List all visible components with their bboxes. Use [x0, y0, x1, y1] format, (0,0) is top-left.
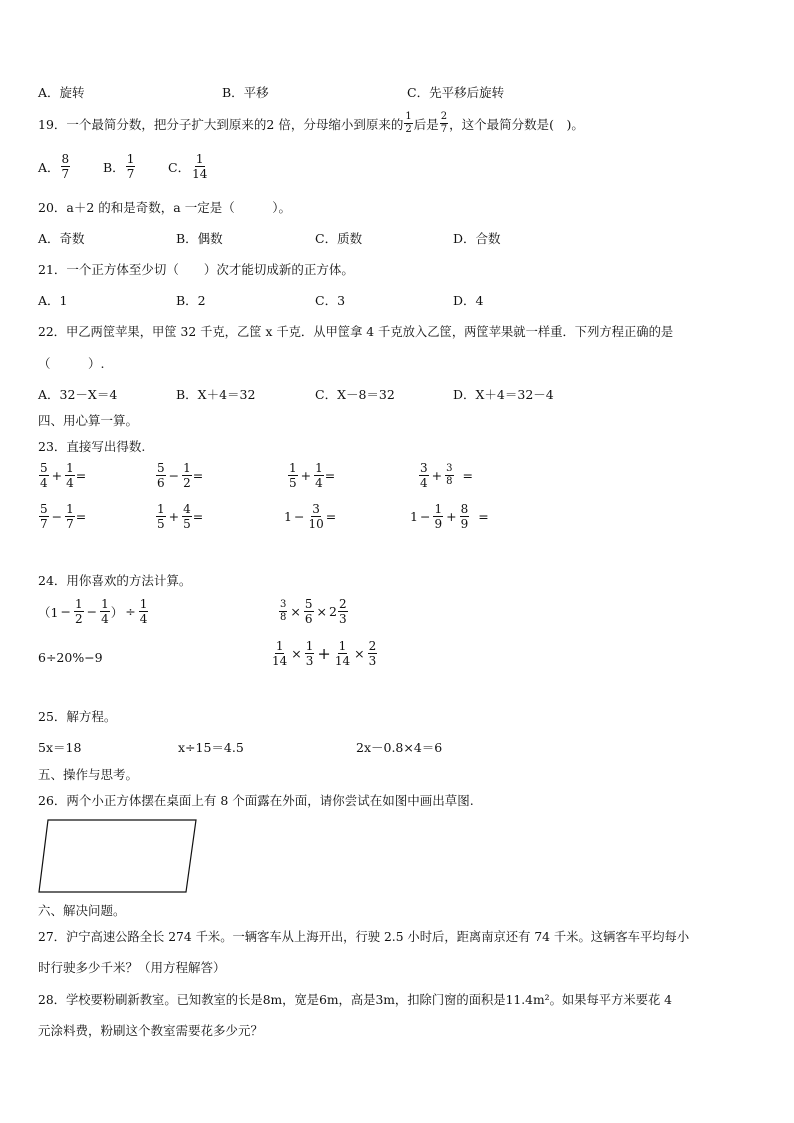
q22-option-c: C．X－8＝32: [315, 387, 395, 402]
q25-equation-c: 2x－0.8×4＝6: [356, 740, 443, 755]
q21-option-a: A．1: [38, 293, 68, 308]
q19-tail: ，这个最简分数是( )。: [449, 116, 584, 132]
q23-title: 23．直接写出得数.: [38, 439, 146, 454]
q22-question-line2: （ ）.: [38, 356, 105, 371]
q23-expr-5: $\frac{5}{7}$ − $\frac{1}{7}$ =: [40, 502, 87, 531]
parallelogram-figure: [36, 816, 206, 896]
q19-option-b-fraction: $\frac{1}{7}$: [126, 152, 135, 181]
q18-option-b: B．平移: [222, 85, 269, 100]
q23-expr-6: $\frac{1}{5}$ + $\frac{4}{5}$ =: [157, 502, 204, 531]
section-4-heading: 四、用心算一算。: [38, 413, 139, 428]
q19-option-b: B． $\frac{1}{7}$: [103, 152, 135, 181]
q20-question: 20．a＋2 的和是奇数，a 一定是（ ）。: [38, 200, 291, 215]
q20-option-a: A．奇数: [38, 231, 85, 246]
q21-option-b: B．2: [176, 293, 206, 308]
q24-expr-3: 6÷20%−9: [38, 650, 103, 665]
q27-line2: 时行驶多少千米？（用方程解答）: [38, 960, 226, 975]
q24-title: 24．用你喜欢的方法计算。: [38, 573, 192, 588]
q21-option-c: C．3: [315, 293, 346, 308]
q19-option-a: A． $\frac{8}{7}$: [38, 152, 70, 181]
q25-equation-b: x÷15＝4.5: [178, 740, 244, 755]
q20-option-c: C．质数: [315, 231, 363, 246]
q19-fraction-1: $\frac{1}{2}$: [405, 111, 412, 135]
q19-question: [38, 112, 584, 135]
q19-mid: 后是: [413, 116, 439, 132]
section-5-heading: 五、操作与思考。: [38, 767, 139, 782]
q28-line1: 28．学校要粉刷新教室。已知教室的长是8m，宽是6m，高是3m，扣除门窗的面积是11.4m²。如果每平方米要花 4: [38, 993, 672, 1007]
q19-lead: 19．一个最简分数，把分子扩大到原来的2 倍，分母缩小到原来的: [38, 116, 404, 132]
q23-expr-7: 1 − $\frac{3}{10}$ =: [284, 502, 337, 531]
q18-option-a: A．旋转: [38, 85, 85, 100]
q24-expr-4: $\frac{1}{14}$ × $\frac{1}{3}$ + $\frac{1}{14}$ × $\frac{2}{3}$: [272, 639, 377, 668]
q19-option-a-fraction: $\frac{8}{7}$: [61, 152, 70, 181]
q23-expr-4: $\frac{3}{4}$ + $\frac{3}{8}$ =: [420, 461, 473, 490]
q20-option-d: D．合数: [453, 231, 501, 246]
section-6-heading: 六、解决问题。: [38, 903, 126, 918]
q18-option-c: C．先平移后旋转: [407, 85, 505, 100]
q19-option-c: C． $\frac{1}{14}$: [168, 152, 208, 181]
q22-question-line1: 22．甲乙两筐苹果，甲筐 32 千克，乙筐 x 千克．从甲筐拿 4 千克放入乙筐，两筐苹果就一样重．下列方程正确的是: [38, 325, 674, 339]
q23-expr-3: $\frac{1}{5}$ + $\frac{1}{4}$ =: [289, 461, 336, 490]
q22-option-a: A．32－X＝4: [38, 387, 118, 402]
q24-expr-2: $\frac{3}{8}$ × $\frac{5}{6}$ × 2 $\frac{2}{3}$: [280, 597, 347, 626]
q26-question: 26．两个小正方体摆在桌面上有 8 个面露在外面，请你尝试在如图中画出草图.: [38, 793, 474, 808]
q20-option-b: B．偶数: [176, 231, 223, 246]
q24-expr-1: （1 − $\frac{1}{2}$ − $\frac{1}{4}$ ） ÷ $\frac{1}{4}$: [38, 597, 148, 626]
q23-expr-1: $\frac{5}{4}$ + $\frac{1}{4}$ =: [40, 461, 87, 490]
q28-line2: 元涂料费，粉刷这个教室需要花多少元？: [38, 1023, 264, 1038]
q23-expr-2: $\frac{5}{6}$ − $\frac{1}{2}$ =: [157, 461, 204, 490]
q19-option-c-fraction: $\frac{1}{14}$: [192, 152, 208, 181]
q25-equation-a: 5x＝18: [38, 740, 82, 755]
q19-fraction-2: $\frac{2}{7}$: [440, 111, 448, 135]
q21-option-d: D．4: [453, 293, 484, 308]
q23-expr-8: 1 − $\frac{1}{9}$ + $\frac{8}{9}$ =: [410, 502, 489, 531]
q27-line1: 27．沪宁高速公路全长 274 千米。一辆客车从上海开出，行驶 2.5 小时后，距离南京还有 74 千米。这辆客车平均每小: [38, 930, 690, 944]
q22-option-b: B．X＋4＝32: [176, 387, 256, 402]
q25-title: 25．解方程。: [38, 709, 117, 724]
q21-question: 21．一个正方体至少切（ ）次才能切成新的正方体。: [38, 262, 354, 277]
q22-option-d: D．X＋4＝32－4: [453, 387, 554, 402]
